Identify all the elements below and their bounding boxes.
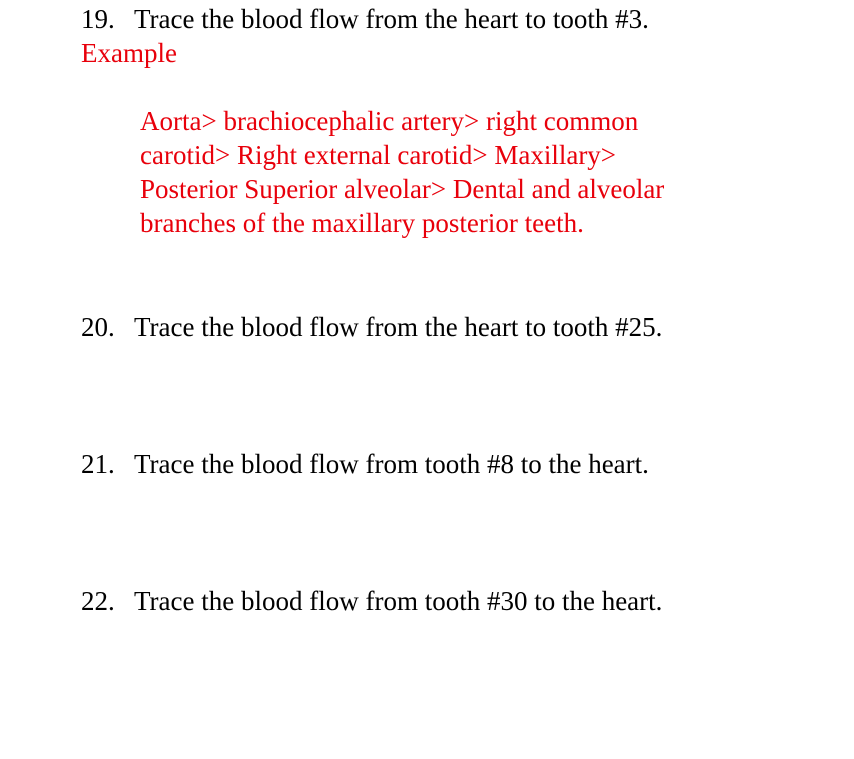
question-text: Trace the blood flow from the heart to tooth #3. bbox=[134, 4, 649, 34]
answer-line: Posterior Superior alveolar> Dental and alveolar bbox=[140, 174, 665, 204]
question-21 bbox=[81, 447, 649, 481]
answer-line: carotid> Right external carotid> Maxillary> bbox=[140, 140, 617, 170]
question-22 bbox=[81, 584, 662, 618]
question-number: 19. bbox=[81, 4, 115, 34]
answer-line: Aorta> brachiocephalic artery> right common bbox=[140, 106, 639, 136]
question-number: 22. bbox=[81, 586, 115, 616]
example-label: Example bbox=[81, 38, 177, 68]
question-text: Trace the blood flow from tooth #8 to the heart. bbox=[134, 449, 649, 479]
question-text: Trace the blood flow from tooth #30 to the heart. bbox=[134, 586, 663, 616]
question-19 bbox=[81, 2, 649, 36]
question-number: 20. bbox=[81, 312, 115, 342]
question-number: 21. bbox=[81, 449, 115, 479]
example-answer bbox=[140, 104, 790, 240]
question-20 bbox=[81, 310, 662, 344]
question-text: Trace the blood flow from the heart to tooth #25. bbox=[134, 312, 663, 342]
answer-line: branches of the maxillary posterior teeth. bbox=[140, 208, 584, 238]
